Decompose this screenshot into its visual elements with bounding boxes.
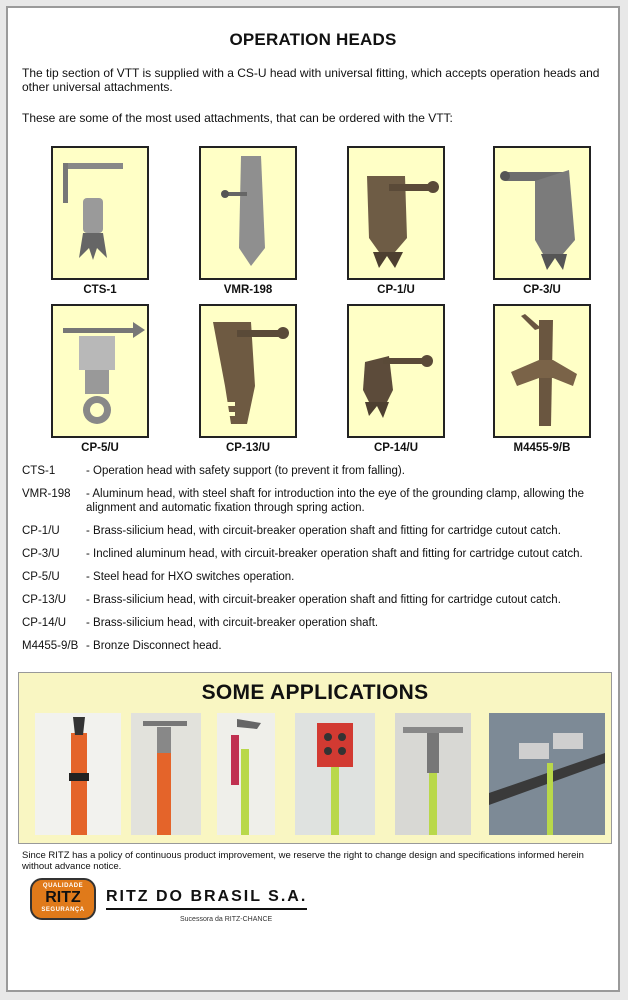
description-code: CP-14/U (22, 617, 67, 629)
page (6, 6, 620, 992)
company-subtitle: Sucessora da RITZ-CHANCE (180, 916, 273, 923)
description-row (22, 570, 614, 584)
description-text: - Bronze Disconnect head. (86, 640, 222, 652)
intro-paragraph: The tip section of VTT is supplied with a CS-U head with universal fitting, which accepts operation heads and other universal attachments. (22, 66, 600, 94)
head-caption: CTS-1 (83, 284, 117, 296)
description-row (22, 616, 614, 630)
description-row (22, 639, 614, 653)
description-text: - Brass-silicium head, with circuit-breaker operation shaft and fitting for cartridge cutout catch. (86, 594, 561, 606)
description-code: CP-1/U (22, 525, 60, 537)
cts-1-head-icon (51, 146, 149, 280)
description-row (22, 487, 614, 515)
logo-main-text: RITZ (45, 889, 81, 906)
head-item-cp-14u (336, 304, 456, 454)
cp-13u-head-icon (199, 304, 297, 438)
description-text: - Operation head with safety support (to prevent it from falling). (86, 465, 405, 477)
head-item-cp-5u (40, 304, 160, 454)
head-item-cp-3u (482, 146, 602, 296)
description-text: - Steel head for HXO switches operation. (86, 571, 295, 583)
company-name: RITZ DO BRASIL S.A. (106, 888, 307, 910)
description-code: CTS-1 (22, 465, 56, 477)
description-code: VMR-198 (22, 488, 71, 500)
application-photo-1 (35, 713, 121, 835)
head-caption: CP-5/U (81, 442, 119, 454)
head-item-cp-1u (336, 146, 456, 296)
descriptions-list (22, 464, 614, 662)
head-caption: CP-13/U (225, 442, 271, 454)
description-row (22, 464, 614, 478)
head-caption: CP-14/U (373, 442, 419, 454)
ritz-logo (30, 878, 96, 920)
description-code: CP-13/U (22, 594, 67, 606)
cp-5u-head-icon (51, 304, 149, 438)
application-photo-2 (131, 713, 201, 835)
attachments-intro: These are some of the most used attachments, that can be ordered with the VTT: (22, 111, 453, 125)
page-title: OPERATION HEADS (229, 30, 397, 49)
cp-1u-head-icon (347, 146, 445, 280)
improvement-notice: Since RITZ has a policy of continuous product improvement, we reserve the right to change design and specifications informed herein without advance notice. (22, 850, 584, 872)
head-caption: VMR-198 (223, 284, 273, 296)
head-caption: CP-1/U (377, 284, 415, 296)
head-item-cts-1 (40, 146, 160, 296)
logo-bottom-text: SEGURANÇA (41, 907, 85, 913)
description-code: CP-3/U (22, 548, 60, 560)
description-row (22, 524, 614, 538)
head-item-vmr-198 (188, 146, 308, 296)
application-photo-5 (395, 713, 471, 835)
description-code: M4455-9/B (22, 640, 79, 652)
description-text: - Brass-silicium head, with circuit-breaker operation shaft. (86, 617, 379, 629)
cp-3u-head-icon (493, 146, 591, 280)
head-item-cp-13u (188, 304, 308, 454)
applications-section (18, 672, 612, 844)
application-photo-4 (295, 713, 375, 835)
vmr-198-head-icon (199, 146, 297, 280)
head-caption: CP-3/U (523, 284, 561, 296)
application-photo-6 (489, 713, 605, 835)
m4455-9b-head-icon (493, 304, 591, 438)
logo-top-text: QUALIDADE (42, 883, 84, 889)
description-row (22, 547, 614, 561)
description-row (22, 593, 614, 607)
cp-14u-head-icon (347, 304, 445, 438)
head-caption: M4455-9/B (513, 442, 571, 454)
operation-heads-grid (8, 138, 622, 458)
description-text: - Aluminum head, with steel shaft for introduction into the eye of the grounding clamp, allowing the alignment and automatic fixation through spring action. (86, 488, 584, 514)
applications-title: SOME APPLICATIONS (201, 681, 429, 704)
description-code: CP-5/U (22, 571, 60, 583)
application-photo-3 (217, 713, 275, 835)
description-text: - Brass-silicium head, with circuit-breaker operation shaft and fitting for cartridge cutout catch. (86, 525, 561, 537)
description-text: - Inclined aluminum head, with circuit-breaker operation shaft and fitting for cartridge cutout catch. (86, 548, 583, 560)
head-item-m4455-9b (482, 304, 602, 454)
